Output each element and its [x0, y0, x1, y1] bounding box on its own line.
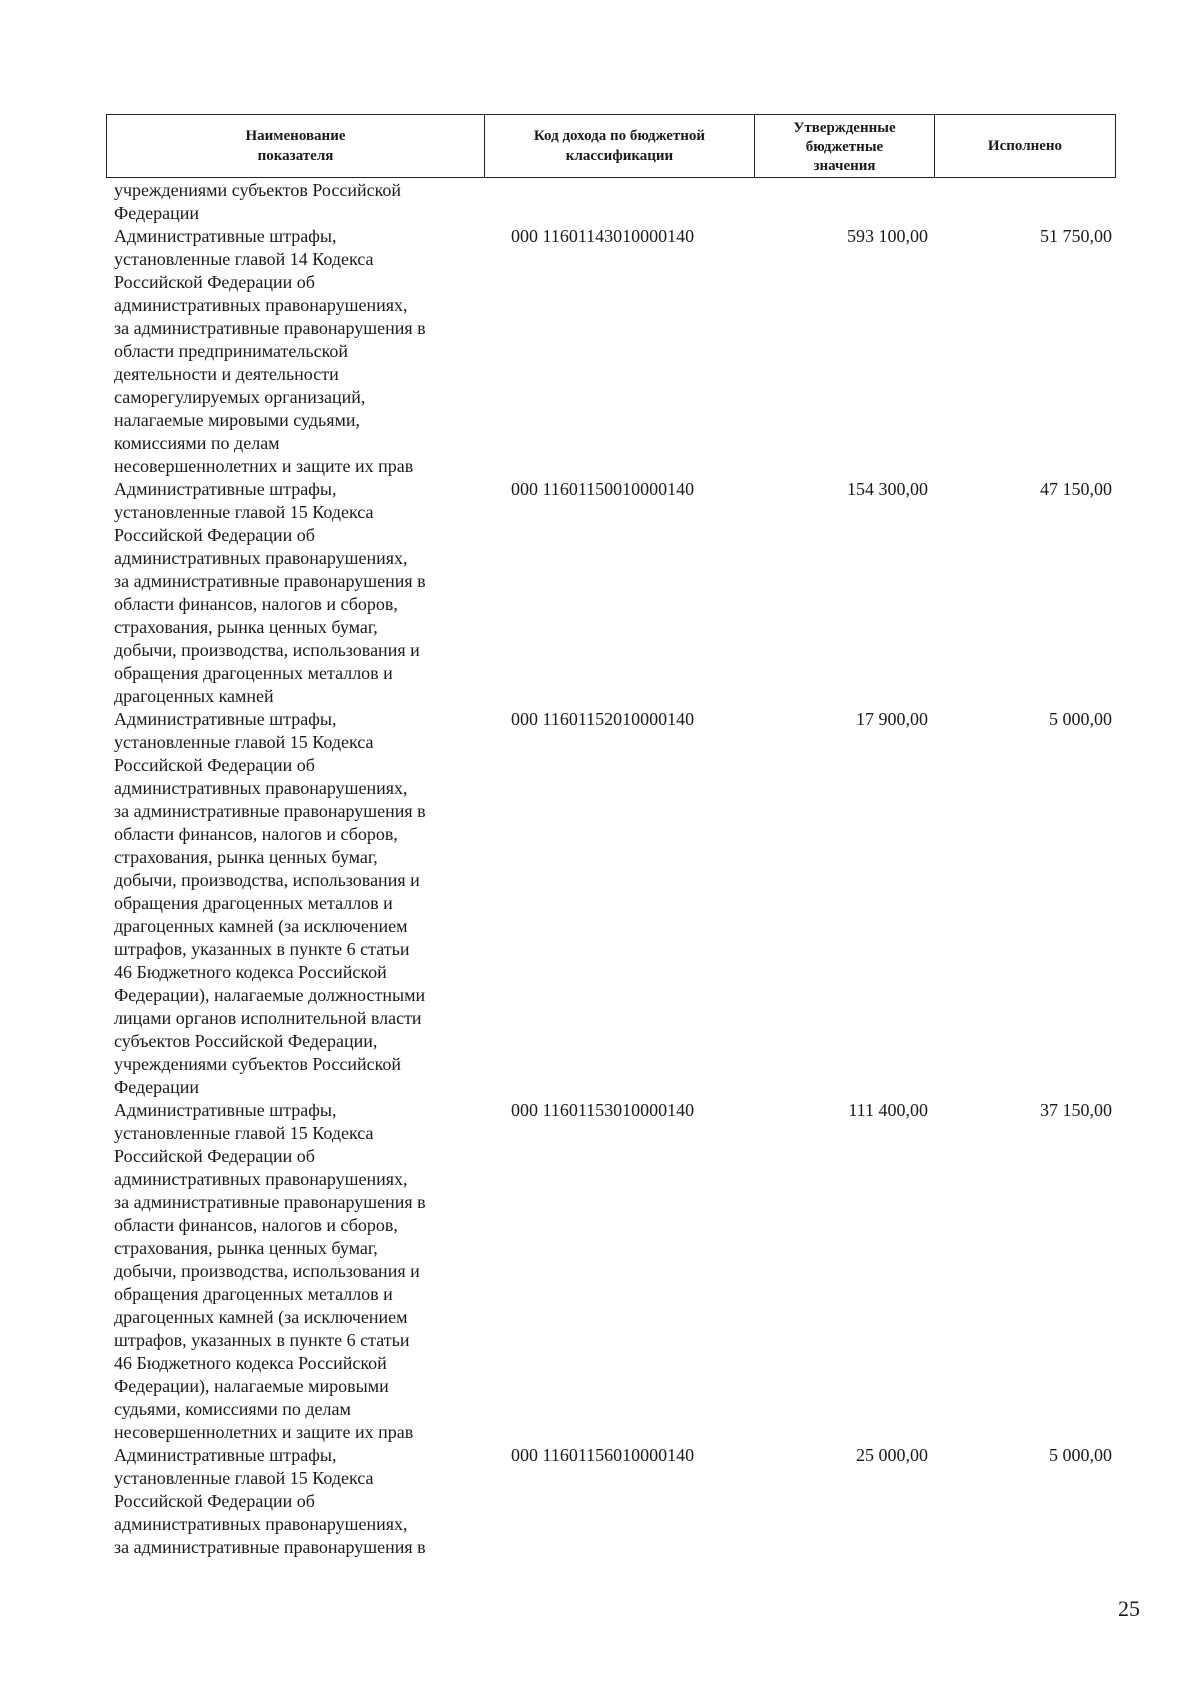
row-name: Административные штрафы, установленные главой 14 Кодекса Российской Федерации об административных правонарушениях, за административные правонарушения в области предпринимательской деятельности и деятельности саморегулируемых организаций, налагаемые мировыми судьями, комиссиями по делам несовершеннолетних и защите их прав — [114, 226, 426, 476]
continuation-text: учреждениями субъектов Российской Федерации — [114, 180, 402, 223]
row-name: Административные штрафы, установленные главой 15 Кодекса Российской Федерации об административных правонарушениях, за административные правонарушения в — [114, 1445, 426, 1557]
row-executed: 47 150,00 — [1040, 479, 1112, 499]
header-code-text: Код дохода по бюджетной классификации — [533, 128, 706, 164]
row-code: 000 11601156010000140 — [511, 1445, 695, 1465]
header-executed — [935, 115, 1115, 177]
row-code: 000 11601150010000140 — [511, 479, 695, 499]
header-approved — [755, 115, 935, 177]
row-approved: 154 300,00 — [847, 479, 928, 499]
row-approved: 25 000,00 — [856, 1445, 928, 1465]
row-approved: 111 400,00 — [848, 1100, 928, 1120]
row-approved: 17 900,00 — [856, 709, 928, 729]
row-executed: 37 150,00 — [1040, 1100, 1112, 1120]
header-name-text: Наименование показателя — [245, 128, 346, 164]
row-name: Административные штрафы, установленные главой 15 Кодекса Российской Федерации об административных правонарушениях, за административные правонарушения в области финансов, налогов и сборов, страхования, рынка ценных бумаг, добычи, производства, использования и обращения драгоценных металлов и драгоценных камней (за исключением штрафов, указанных в пункте 6 статьи 46 Бюджетного кодекса Российской Федерации), налагаемые мировыми судьями, комиссиями по делам несовершеннолетних и защите их прав — [114, 1100, 426, 1442]
row-executed: 5 000,00 — [1049, 709, 1112, 729]
row-name: Административные штрафы, установленные главой 15 Кодекса Российской Федерации об административных правонарушениях, за административные правонарушения в области финансов, налогов и сборов, страхования, рынка ценных бумаг, добычи, производства, использования и обращения драгоценных металлов и драгоценных камней — [114, 479, 426, 706]
header-code — [485, 115, 755, 177]
table-header — [106, 114, 1116, 178]
row-code: 000 11601152010000140 — [511, 709, 695, 729]
row-name: Административные штрафы, установленные главой 15 Кодекса Российской Федерации об административных правонарушениях, за административные правонарушения в области финансов, налогов и сборов, страхования, рынка ценных бумаг, добычи, производства, использования и обращения драгоценных металлов и драгоценных камней (за исключением штрафов, указанных в пункте 6 статьи 46 Бюджетного кодекса Российской Федерации), налагаемые должностными лицами органов исполнительной власти субъектов Российской Федерации, учреждениями субъектов Российской Федерации — [114, 709, 426, 1097]
header-name — [107, 115, 485, 177]
page-number: 25 — [1118, 1596, 1140, 1621]
header-approved-text: Утвержденные бюджетные значения — [793, 120, 896, 174]
row-approved: 593 100,00 — [847, 226, 928, 246]
row-code: 000 11601153010000140 — [511, 1100, 695, 1120]
row-executed: 5 000,00 — [1049, 1445, 1112, 1465]
header-executed-text: Исполнено — [987, 138, 1063, 154]
row-executed: 51 750,00 — [1040, 226, 1112, 246]
row-code: 000 11601143010000140 — [511, 226, 695, 246]
